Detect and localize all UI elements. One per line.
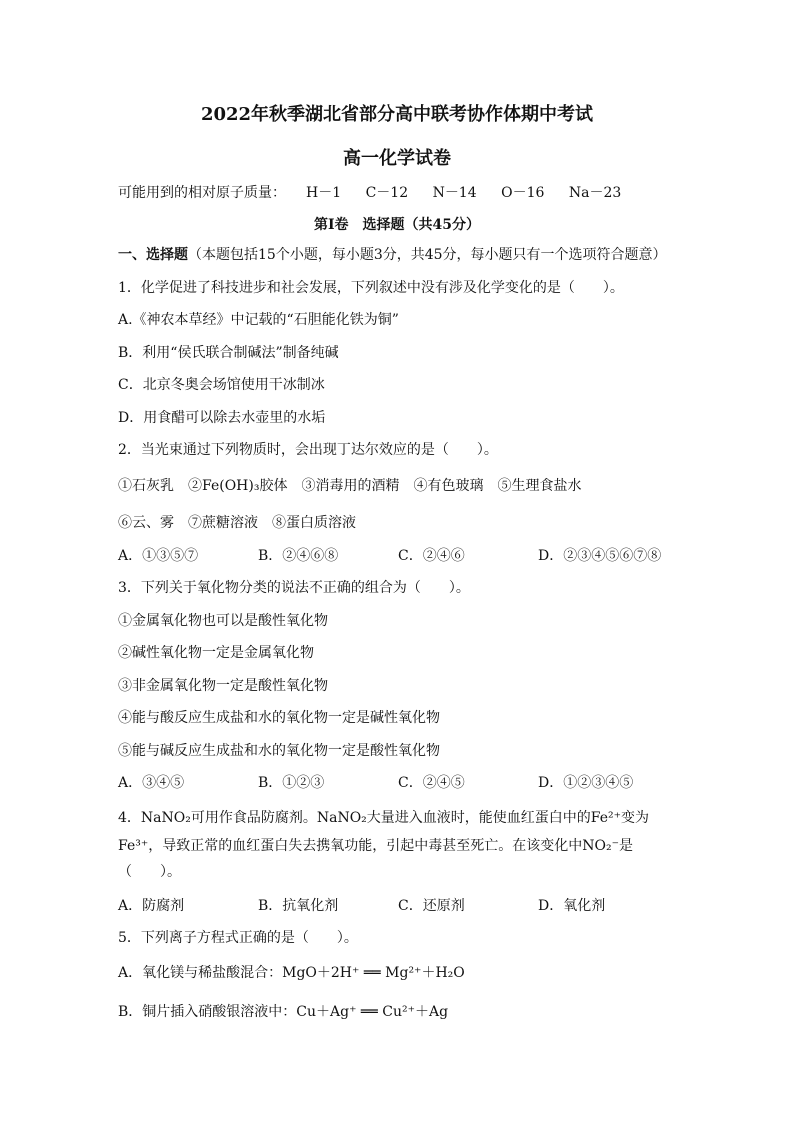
- mass-item: N－14: [432, 185, 477, 201]
- atomic-masses-label: 可能用到的相对原子质量：: [118, 185, 286, 201]
- q2-option-d: D．②③④⑤⑥⑦⑧: [538, 548, 662, 564]
- q4-option-d: D．氧化剂: [538, 898, 606, 914]
- q1-option-d: D．用食醋可以除去水壶里的水垢: [118, 410, 326, 426]
- q5-stem: 5．下列离子方程式正确的是（ ）。: [118, 930, 358, 946]
- atomic-masses: [118, 182, 621, 202]
- part-title: 一、选择题: [118, 247, 188, 263]
- q1-option-c: C．北京冬奥会场馆使用干冰制冰: [118, 377, 325, 393]
- q3-option-a: A．③④⑤: [118, 775, 185, 791]
- mass-item: H－1: [306, 185, 342, 201]
- q1-stem: 1．化学促进了科技进步和社会发展，下列叙述中没有涉及化学变化的是（ ）。: [118, 280, 624, 296]
- part-description: （本题包括15个小题，每小题3分，共45分，每小题只有一个选项符合题意）: [188, 247, 667, 263]
- part-instructions: [118, 246, 667, 264]
- q2-option-a: A．①③⑤⑦: [118, 548, 199, 564]
- q2-stem: 2．当光束通过下列物质时，会出现丁达尔效应的是（ ）。: [118, 442, 498, 458]
- mass-item: C－12: [365, 185, 409, 201]
- exam-subtitle: 高一化学试卷: [343, 148, 451, 169]
- q4-option-a: A．防腐剂: [118, 898, 185, 914]
- section-heading: 第Ⅰ卷 选择题（共45分）: [313, 217, 481, 233]
- q4-stem-line2: Fe³⁺，导致正常的血红蛋白失去携氧功能，引起中毒甚至死亡。在该变化中NO₂⁻是: [118, 838, 633, 854]
- q3-statement-5: ⑤能与碱反应生成盐和水的氧化物一定是酸性氧化物: [118, 743, 440, 759]
- q3-option-b: B．①②③: [258, 775, 325, 791]
- mass-item: Na－23: [568, 185, 622, 201]
- q2-items-line2: ⑥云、雾 ⑦蔗糖溶液 ⑧蛋白质溶液: [118, 515, 356, 531]
- mass-item: O－16: [501, 185, 545, 201]
- q3-option-c: C．②④⑤: [398, 775, 465, 791]
- q4-stem-line1: 4．NaNO₂可用作食品防腐剂。NaNO₂大量进入血液时，能使血红蛋白中的Fe²⁺变为: [118, 810, 650, 826]
- q3-statement-3: ③非金属氧化物一定是酸性氧化物: [118, 678, 328, 694]
- q4-option-b: B．抗氧化剂: [258, 898, 339, 914]
- q2-items-line1: ①石灰乳 ②Fe(OH)₃胶体 ③消毒用的酒精 ④有色玻璃 ⑤生理食盐水: [118, 478, 582, 494]
- q4-stem-line3: （ ）。: [118, 864, 181, 880]
- q1-option-b: B．利用“侯氏联合制碱法”制备纯碱: [118, 345, 339, 361]
- q3-option-d: D．①②③④⑤: [538, 775, 634, 791]
- q2-option-b: B．②④⑥⑧: [258, 548, 339, 564]
- exam-title: 2022年秋季湖北省部分高中联考协作体期中考试: [200, 104, 594, 125]
- q5-option-b: B．铜片插入硝酸银溶液中：Cu＋Ag⁺ ══ Cu²⁺＋Ag: [118, 1004, 449, 1020]
- q3-statement-4: ④能与酸反应生成盐和水的氧化物一定是碱性氧化物: [118, 710, 440, 726]
- q3-statement-2: ②碱性氧化物一定是金属氧化物: [118, 645, 314, 661]
- q1-option-a: A.《神农本草经》中记载的“石胆能化铁为铜”: [118, 312, 399, 328]
- q3-stem: 3．下列关于氧化物分类的说法不正确的组合为（ ）。: [118, 580, 470, 596]
- q4-option-c: C．还原剂: [398, 898, 465, 914]
- q3-statement-1: ①金属氧化物也可以是酸性氧化物: [118, 613, 328, 629]
- q5-option-a: A．氧化镁与稀盐酸混合：MgO＋2H⁺ ══ Mg²⁺＋H₂O: [118, 965, 465, 981]
- q2-option-c: C．②④⑥: [398, 548, 465, 564]
